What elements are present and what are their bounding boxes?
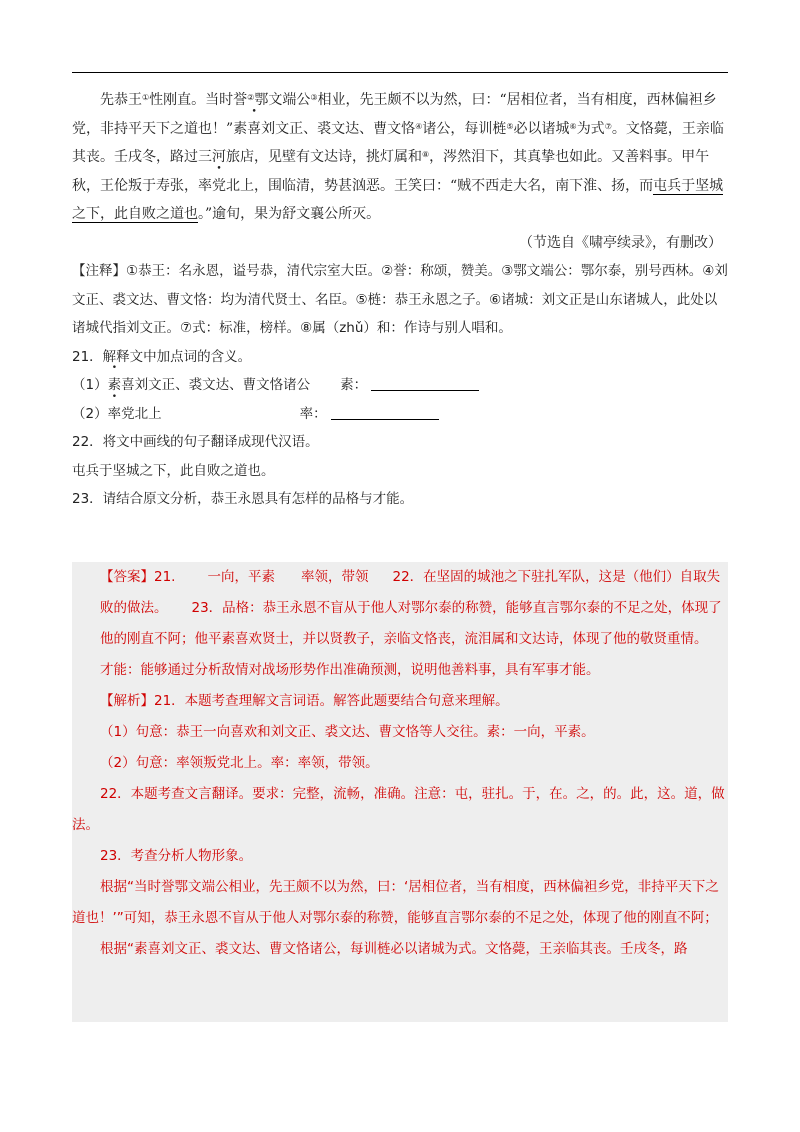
analysis-21-1: （1）句意：恭王一向喜欢和刘文正、裘文达、曹文恪等人交往。素：一向，平素。 bbox=[100, 724, 595, 740]
question-22-sentence: 屯兵于坚城之下，此自败之道也。 bbox=[72, 462, 275, 479]
passage-paragraph: 先恭王①性刚直。当时誉②鄂文端公③相业，先王颇不以为然，曰：“居相位者，当有相度，西林偏袒乡党，非持平天下之道也！”素喜刘文正、裘文达、曹文恪④诸公，每训梿⑤必以诸城⑥为式⑦。文恪薨，王亲临其丧。壬戌冬，路过三河旅店，见壁有文达诗，挑灯属和⑧，涔然泪下，其真挚也如此。又善料事。甲午秋，王伦叛于寿张，率党北上，围临清，势甚汹恶。王笑曰：“贼不西走大名，南下淮、扬，而屯兵于坚城之下，此自败之道也。”逾旬，果为舒文襄公所灭。 bbox=[72, 92, 724, 222]
document-body bbox=[72, 86, 728, 514]
notes: 【注释】①恭王：名永恩，谥号恭，清代宗室大臣。②誉：称颂，赞美。③鄂文端公：鄂尔泰，别号西林。④刘文正、裘文达、曹文恪：均为清代贤士、名臣。⑤梿：恭王永恩之子。⑥诸城：刘文正是山东诸城人，此处以诸城代指刘文正。⑦式：标准，榜样。⑧属（zhǔ）和：作诗与别人唱和。 bbox=[72, 263, 728, 336]
answer-box bbox=[72, 562, 728, 1022]
analysis-23-p1: 根据“当时誉鄂文端公相业，先王颇不以为然，曰：‘居相位者，当有相度，西林偏袒乡党，非持平天下之道也！’”可知，恭王永恩不盲从于他人对鄂尔泰的称赞，能够直言鄂尔泰的不足之处，体现了他的刚直不阿； bbox=[72, 879, 719, 926]
analysis-23-p2: 根据“素喜刘文正、裘文达、曹文恪诸公，每训梿必以诸城为式。文恪薨，王亲临其丧。壬戌冬，路 bbox=[100, 941, 688, 957]
question-21: 21．解释文中加点词的含义。 bbox=[72, 348, 252, 365]
analysis-21-2: （2）句意：率领叛党北上。率：率领，带领。 bbox=[100, 755, 379, 771]
question-23: 23．请结合原文分析，恭王永恩具有怎样的品格与才能。 bbox=[72, 491, 414, 507]
answer-ability: 才能：能够通过分析敌情对战场形势作出准确预测，说明他善料事，具有军事才能。 bbox=[100, 662, 600, 678]
header-rule bbox=[72, 72, 728, 73]
answer-blank-2 bbox=[331, 405, 439, 420]
analysis-22: 22．本题考查文言翻译。要求：完整，流畅，准确。注意：屯，驻扎。于，在。之，的。此，这。道，做法。 bbox=[72, 786, 725, 833]
question-21-2: （2）率党北上 率： bbox=[72, 400, 728, 429]
analysis-23: 23．考查分析人物形象。 bbox=[100, 848, 253, 864]
analysis-21: 【解析】21．本题考查理解文言词语。解答此题要结合句意来理解。 bbox=[100, 693, 509, 709]
answer-21-22: 【答案】21. 一向，平素 率领，带领 22．在坚固的城池之下驻扎军队，这是（他们）自取失败的做法。 23．品格：恭王永恩不盲从于他人对鄂尔泰的称赞，能够直言鄂尔泰的不足之处，体现了他的刚直不阿；他平素喜欢贤士，并以贤教子，亲临文恪丧，流泪属和文达诗，体现了他的敬贤重情。 bbox=[100, 569, 722, 647]
underlined-sentence: 屯兵于坚城之下，此自败之道也 bbox=[72, 177, 724, 222]
passage-source: （节选自《啸亭续录》，有删改） bbox=[519, 234, 722, 251]
question-22: 22．将文中画线的句子翻译成现代汉语。 bbox=[72, 434, 319, 450]
question-21-1: （1）素喜刘文正、裘文达、曹文恪诸公 素： bbox=[72, 371, 728, 400]
dotted-word-lv: 率 bbox=[198, 177, 212, 194]
answer-blank-1 bbox=[371, 376, 479, 391]
dotted-word-su: 素 bbox=[233, 120, 248, 137]
